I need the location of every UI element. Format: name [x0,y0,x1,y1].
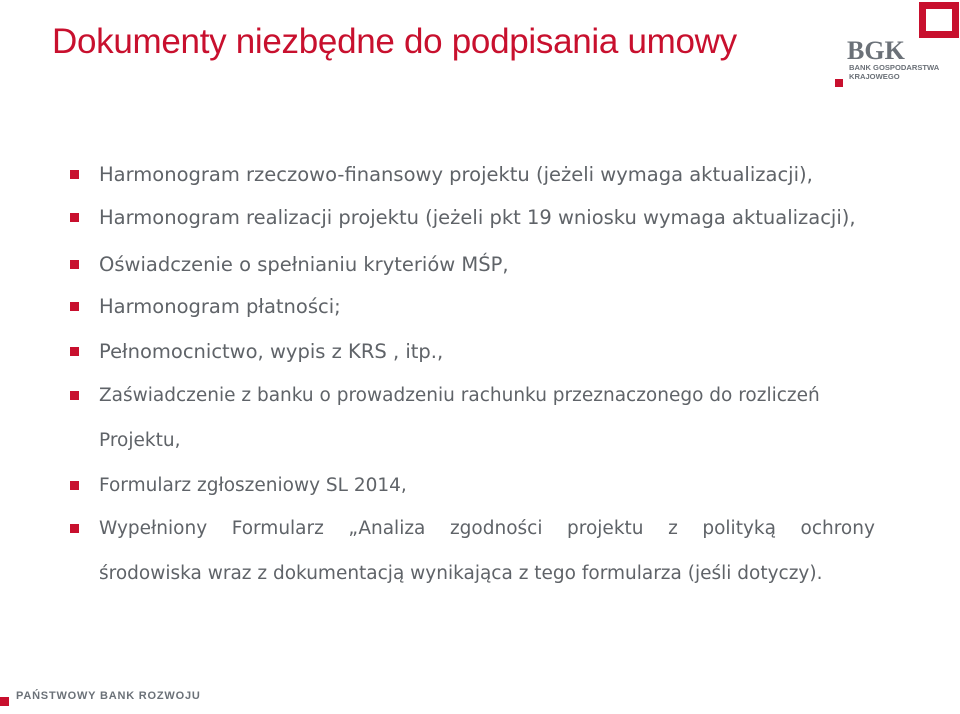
footer-square [0,697,9,706]
word: ochrony [800,518,875,539]
bullet-square [70,481,79,490]
bullet-square [70,260,79,269]
word: „Analiza [348,518,426,539]
list-item-text-line2: środowiska wraz z dokumentacją wynikająca z tego formularza (jeśli dotyczy). [99,563,823,584]
list-item-text: Oświadczenie o spełnianiu kryteriów MŚP, [99,253,509,276]
bullet-square [70,524,79,533]
footer [0,686,300,708]
list-item-text: Formularz zgłoszeniowy SL 2014, [99,475,407,496]
word: Formularz [231,518,324,539]
bullet-square [70,391,79,400]
word: polityką [702,518,776,539]
list-item-text: Pełnomocnictwo, wypis z KRS , itp., [99,340,444,363]
list-item-text-line2: Projektu, [99,430,181,451]
word: z [668,518,678,539]
bullet-square [70,170,79,179]
footer-text: PAŃSTWOWY BANK ROZWOJU [16,690,201,702]
logo-subtitle [849,64,939,81]
word: zgodności [449,518,543,539]
logo-name: BGK [847,36,905,65]
bgk-logo [835,0,960,92]
logo-subtitle-line1: BANK GOSPODARSTWA [849,63,940,72]
logo-subtitle-line2: KRAJOWEGO [849,71,900,81]
list-item-text: Harmonogram realizacji projektu (jeżeli pkt 19 wniosku wymaga aktualizacji), [99,206,856,229]
slide-title: Dokumenty niezbędne do podpisania umowy [52,22,737,61]
word: Wypełniony [99,518,208,539]
list-item-text-line1: Zaświadczenie z banku o prowadzeniu rachunku przeznaczonego do rozliczeń [99,385,820,406]
bullet-square [70,213,79,222]
list-item-text: Harmonogram rzeczowo-finansowy projektu (jeżeli wymaga aktualizacji), [99,163,813,186]
logo-small-square [835,79,843,87]
logo-square-mark [919,2,959,38]
bullet-square [70,347,79,356]
list-item-text-line1 [99,518,875,539]
word: projektu [567,518,644,539]
list-item-text: Harmonogram płatności; [99,295,341,318]
bullet-square [70,302,79,311]
